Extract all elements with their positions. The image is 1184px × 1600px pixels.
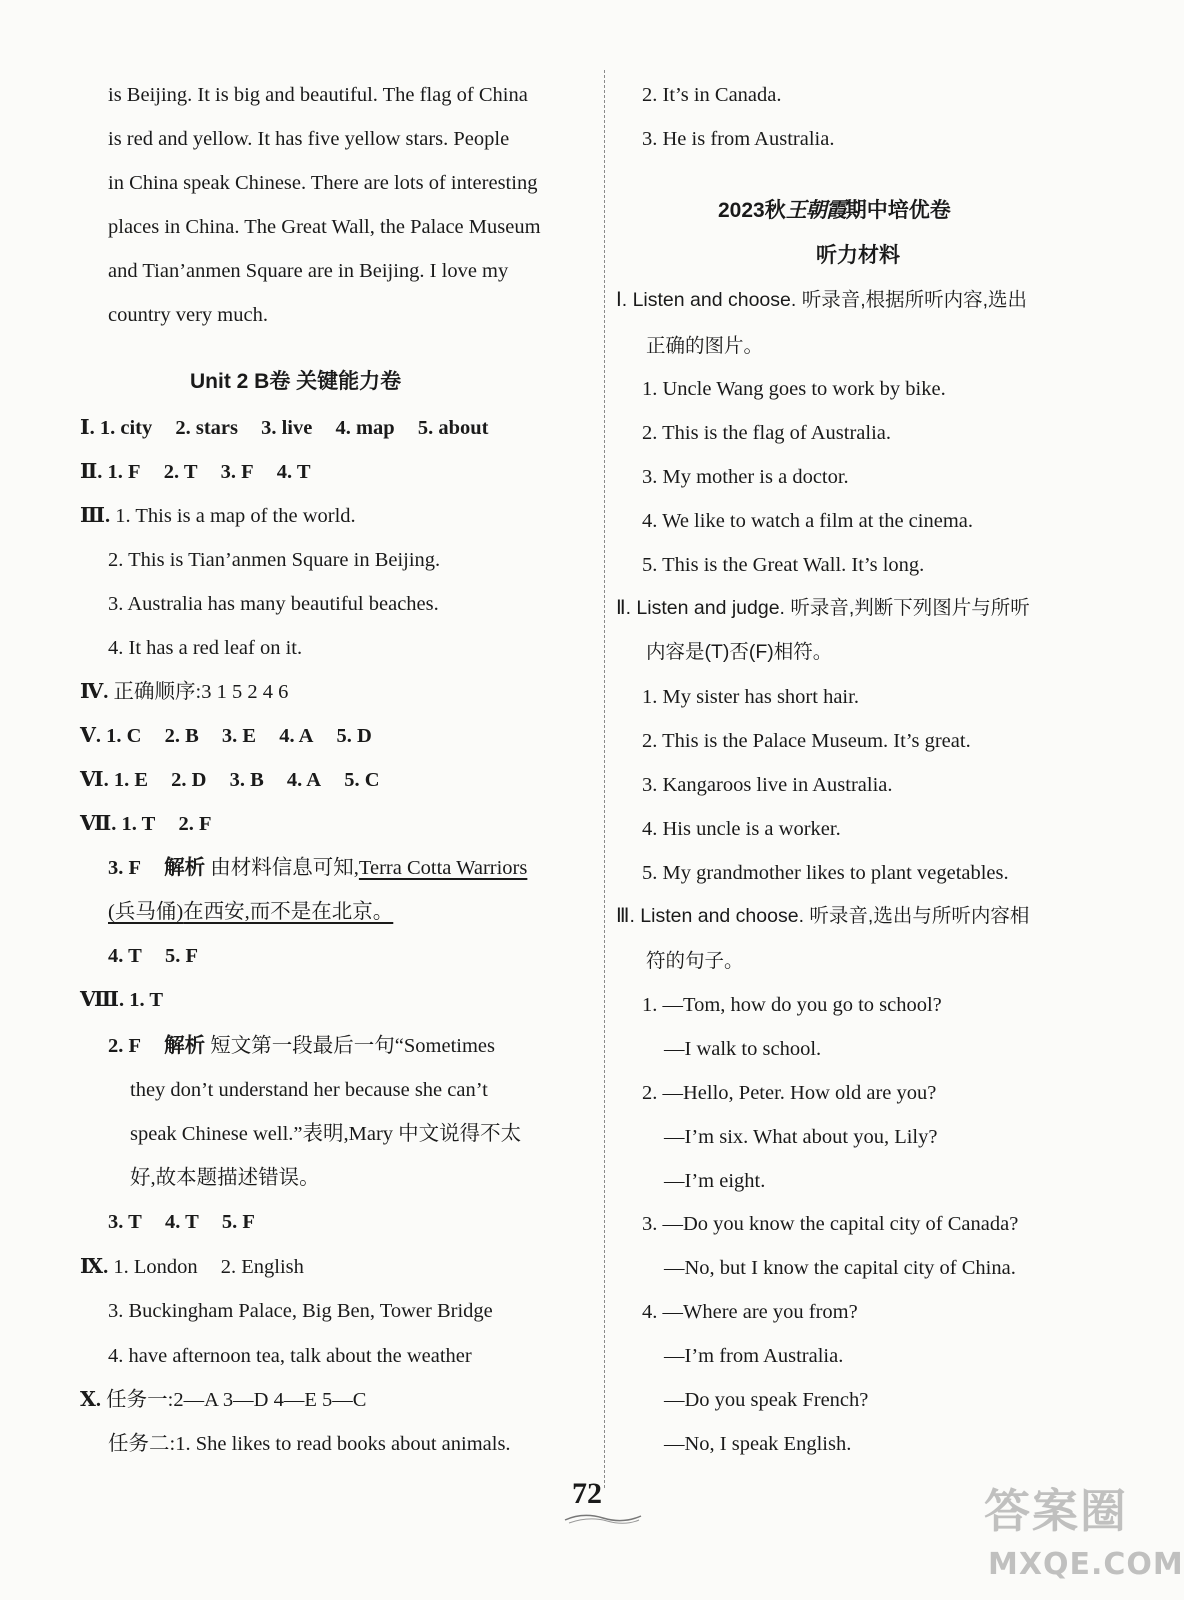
answer: 2. F (178, 813, 212, 835)
answer: 1. E (113, 769, 149, 791)
section-2-row (80, 457, 311, 487)
dialogue-line: 1. —Tom, how do you go to school? (642, 994, 942, 1016)
section-heading: 符的句子。 (646, 950, 744, 972)
analysis-text-underlined: 在西安,而不是在北京。 (183, 901, 394, 923)
answer: 3. T (108, 1211, 142, 1233)
passage-line-1: is Beijing. It is big and beautiful. The flag of China (108, 84, 528, 106)
script-line: 2. This is the flag of Australia. (642, 422, 892, 444)
answer: 2. D (171, 769, 207, 791)
listening-title: 听力材料 (816, 244, 900, 267)
script-line: 1. Uncle Wang goes to work by bike. (642, 378, 946, 400)
section-num: Ⅲ. (80, 505, 111, 527)
answer: 5. C (344, 769, 380, 791)
section-4-row (80, 677, 288, 707)
answer-sentence: 3. Australia has many beautiful beaches. (108, 593, 439, 615)
order-answer: 正确顺序:3 1 5 2 4 6 (113, 681, 289, 703)
answer: 3. E (221, 725, 257, 747)
analysis-line (108, 897, 393, 927)
section-num: Ⅸ. (80, 1256, 109, 1278)
section-5-row (80, 721, 372, 751)
analysis-label: 解析 (164, 1034, 206, 1057)
section-heading: 正确的图片。 (646, 335, 764, 357)
page-ornament-icon (563, 1510, 643, 1526)
section-num: Ⅰ. (80, 417, 95, 439)
section-num: Ⅴ. (80, 725, 102, 747)
script-line: 4. We like to watch a film at the cinema. (642, 510, 973, 532)
answer: 1. T (121, 813, 156, 835)
dialogue-line: —I’m from Australia. (664, 1345, 844, 1367)
answer: 5. F (221, 1211, 255, 1233)
analysis-text: they don’t understand her because she can’t (130, 1079, 488, 1101)
dialogue-line: —Do you speak French? (664, 1389, 869, 1411)
answer: 1. F (107, 461, 141, 483)
exam-title (718, 195, 951, 226)
script-line: 5. This is the Great Wall. It’s long. (642, 554, 925, 576)
answer-row (108, 941, 198, 971)
answer-sentence: 4. It has a red leaf on it. (108, 637, 303, 659)
answer-sentence: 1. This is a map of the world. (115, 505, 356, 527)
passage-line-5: and Tian’anmen Square are in Beijing. I love my (108, 260, 509, 282)
task-two: 任务二:1. She likes to read books about animals. (108, 1433, 511, 1455)
analysis-text: 短文第一段最后一句“Sometimes (210, 1035, 495, 1057)
analysis-text-underlined: Terra Cotta Warriors (358, 857, 528, 879)
exam-title-suffix: 期中培优卷 (845, 199, 951, 222)
section-6-row (80, 765, 380, 795)
watermark-logo: 答案圈 (984, 1484, 1128, 1538)
answer: 3. F (108, 857, 142, 879)
answer: 1. London (113, 1256, 198, 1278)
passage-line-3: in China speak Chinese. There are lots of interesting (108, 172, 538, 194)
section-num: Ⅷ. (80, 989, 125, 1011)
script-line: 3. Kangaroos live in Australia. (642, 774, 893, 796)
analysis-line (108, 853, 527, 883)
answer: 4. A (286, 769, 322, 791)
dialogue-line: —No, but I know the capital city of China. (664, 1257, 1016, 1279)
section-num: Ⅱ. (80, 461, 103, 483)
script-line: 1. My sister has short hair. (642, 686, 859, 708)
analysis-text-underlined: (兵马俑) (108, 901, 184, 923)
section-heading: 内容是(T)否(F)相符。 (646, 641, 833, 663)
script-line: 4. His uncle is a worker. (642, 818, 841, 840)
answer: 2. stars (175, 417, 238, 439)
answer: 1. T (129, 989, 164, 1011)
answer: 3. live (261, 417, 313, 439)
section-10-row (80, 1385, 366, 1415)
dialogue-line: 3. —Do you know the capital city of Canada? (642, 1213, 1019, 1235)
passage-line-6: country very much. (108, 304, 268, 326)
passage-line-4: places in China. The Great Wall, the Palace Museum (108, 216, 541, 238)
dialogue-line: —I walk to school. (664, 1038, 822, 1060)
watermark (984, 1475, 1184, 1595)
analysis-text: speak Chinese well.”表明,Mary 中文说得不太 (130, 1123, 522, 1145)
brand-logo: 王朝霞 (785, 197, 846, 222)
section-3-row (80, 501, 356, 531)
dialogue-line: —I’m eight. (664, 1170, 766, 1192)
answer: 4. T (108, 945, 142, 967)
answer: 3. F (220, 461, 254, 483)
analysis-text: 由材料信息可知, (210, 857, 359, 879)
exam-title-prefix: 2023秋 (718, 199, 786, 222)
answer-sentence: 4. have afternoon tea, talk about the weather (108, 1345, 472, 1367)
section-num: Ⅵ. (80, 769, 109, 791)
dialogue-line: 4. —Where are you from? (642, 1301, 858, 1323)
answer: 2. English (220, 1256, 304, 1278)
answer: 5. F (164, 945, 198, 967)
answer: 4. map (335, 417, 395, 439)
section-1-row (80, 413, 488, 443)
dialogue-line: —I’m six. What about you, Lily? (664, 1126, 938, 1148)
answer: 5. about (417, 417, 489, 439)
section-8-row (80, 985, 163, 1015)
column-divider (604, 70, 605, 1488)
script-line: 2. This is the Palace Museum. It’s great. (642, 730, 971, 752)
analysis-text: 好,故本题描述错误。 (130, 1167, 320, 1189)
answer: 4. T (276, 461, 311, 483)
section-heading: Ⅱ. Listen and judge. 听录音,判断下列图片与所听 (616, 597, 1030, 619)
answer: 3. B (229, 769, 264, 791)
section-9-row (80, 1252, 304, 1282)
dialogue-line: 2. —Hello, Peter. How old are you? (642, 1082, 937, 1104)
answer-sentence: 2. This is Tian’anmen Square in Beijing. (108, 549, 441, 571)
script-line: 5. My grandmother likes to plant vegetables. (642, 862, 1009, 884)
page-number: 72 (572, 1477, 602, 1510)
answer: 2. F (108, 1035, 142, 1057)
section-7-row (80, 809, 211, 839)
dialogue-line: —No, I speak English. (664, 1433, 852, 1455)
answer: 5. D (336, 725, 372, 747)
answer-sentence: 3. Buckingham Palace, Big Ben, Tower Bridge (108, 1300, 493, 1322)
answer: 1. city (99, 417, 153, 439)
task-one: 任务一:2—A 3—D 4—E 5—C (106, 1389, 367, 1411)
answer-sentence: 3. He is from Australia. (642, 128, 835, 150)
script-line: 3. My mother is a doctor. (642, 466, 849, 488)
analysis-label: 解析 (164, 856, 206, 879)
section-heading: Ⅲ. Listen and choose. 听录音,选出与所听内容相 (616, 905, 1030, 927)
answer: 1. C (106, 725, 142, 747)
answer: 2. T (163, 461, 198, 483)
watermark-url: MXQE.COM (988, 1547, 1184, 1582)
answer: 2. B (164, 725, 199, 747)
section-num: Ⅳ. (80, 681, 109, 703)
passage-line-2: is red and yellow. It has five yellow stars. People (108, 128, 510, 150)
analysis-line (108, 1031, 495, 1061)
answer: 4. A (279, 725, 314, 747)
answer-sentence: 2. It’s in Canada. (642, 84, 782, 106)
section-num: Ⅶ. (80, 813, 117, 835)
answer-row (108, 1207, 255, 1237)
section-num: Ⅹ. (80, 1389, 102, 1411)
unit-title: Unit 2 B卷 关键能力卷 (190, 370, 402, 393)
section-heading: Ⅰ. Listen and choose. 听录音,根据所听内容,选出 (616, 289, 1028, 311)
answer: 4. T (164, 1211, 199, 1233)
